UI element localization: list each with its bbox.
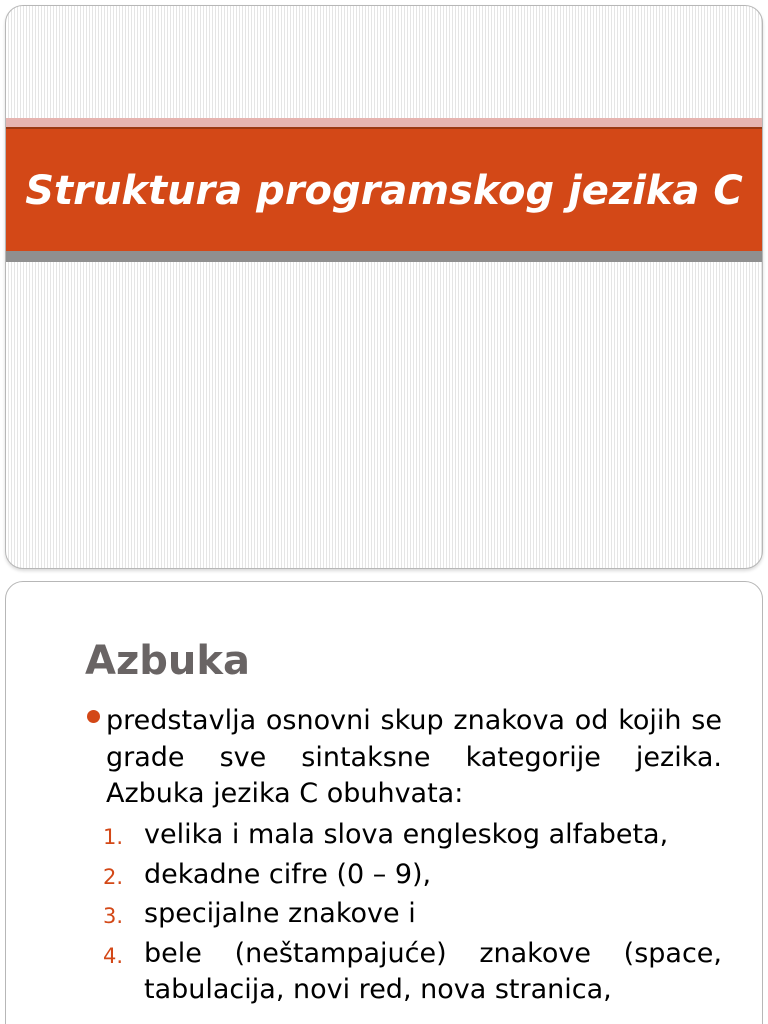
list-item-number: 1.: [103, 825, 124, 849]
bullet-text: predstavlja osnovni skup znakova od kojih se grade sve sintaksne kategorije jezika. Azbuka jezika C obuhvata:: [106, 705, 722, 809]
list-item-number: 4.: [103, 943, 124, 968]
list-item-number: 3.: [103, 904, 124, 928]
list-item-number: 2.: [103, 864, 124, 889]
slide-title: Struktura programskog jezika C: [25, 167, 743, 214]
list-item: [85, 817, 722, 854]
list-item-text: bele (neštampajuće) znakove (space, tabulacija, novi red, nova stranica,: [144, 937, 722, 1005]
list-item: [85, 857, 722, 894]
numbered-list: [85, 817, 722, 1012]
list-item-text: velika i mala slova engleskog alfabeta,: [144, 819, 669, 850]
list-item: [85, 936, 722, 1009]
list-item: [85, 896, 722, 933]
list-item-text: specijalne znakove i: [144, 898, 416, 929]
list-item-text: dekadne cifre (0 – 9),: [144, 858, 432, 890]
slide-heading: Azbuka: [85, 638, 250, 684]
title-band: [6, 127, 762, 251]
title-band-top-stripe: [6, 118, 762, 127]
bullet-item: [85, 703, 722, 813]
bullet-dot-icon: [87, 710, 100, 723]
title-band-bottom-stripe: [6, 251, 762, 262]
title-slide: [5, 5, 763, 569]
content-slide: [5, 581, 763, 1024]
